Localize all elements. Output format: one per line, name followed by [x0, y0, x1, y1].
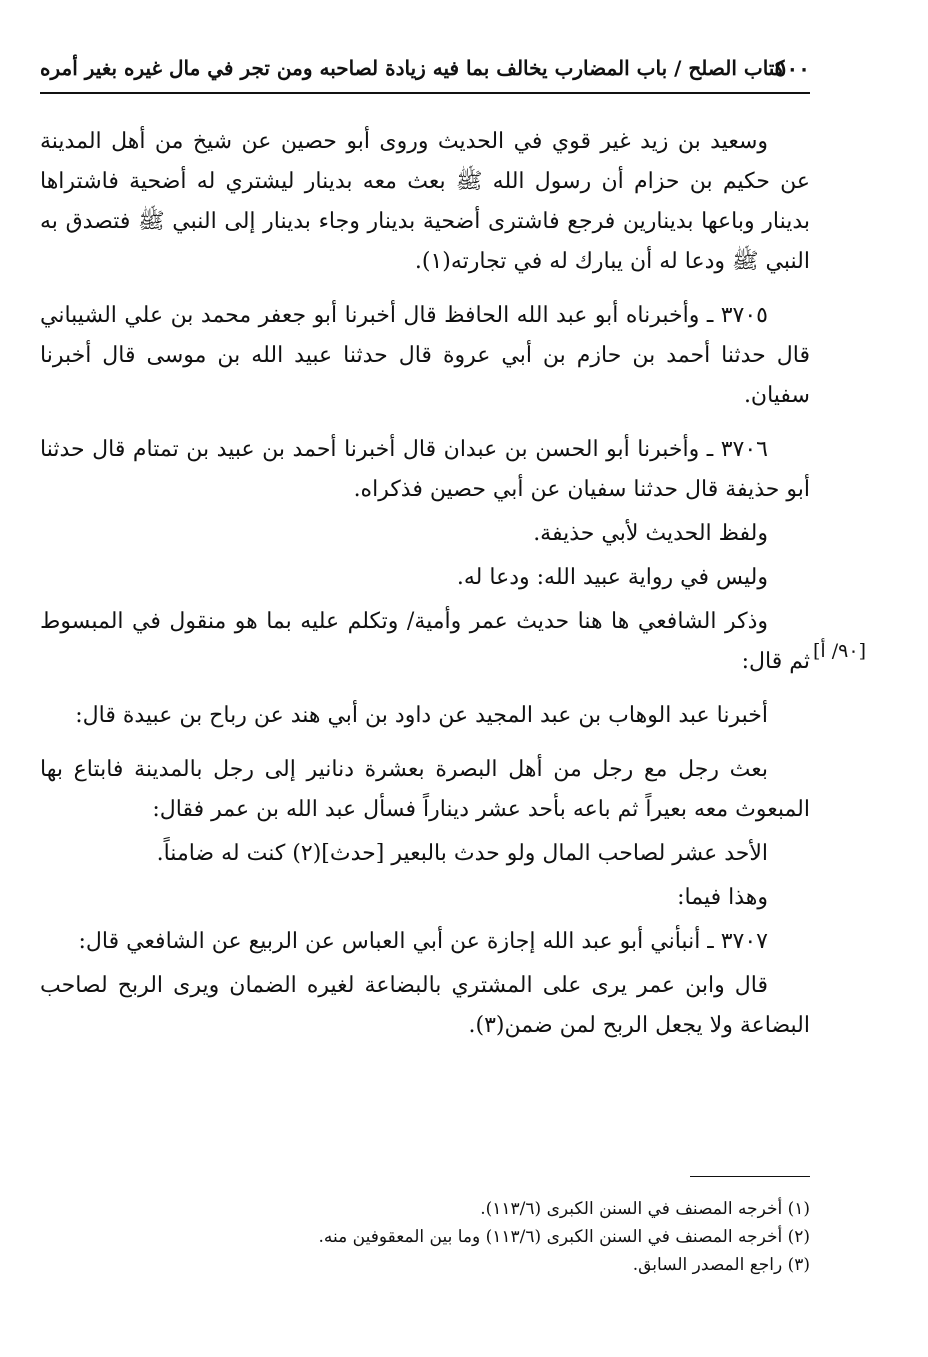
- running-title: كتاب الصلح / باب المضارب يخالف بما فيه زيادة لصاحبه ومن تجر في مال غيره بغير أمره: [40, 56, 785, 80]
- paragraph-transition: وهذا فيما:: [677, 885, 768, 910]
- page-number: ٥٠٠: [774, 56, 810, 82]
- footnote-3: (٣) راجع المصدر السابق.: [632, 1255, 810, 1275]
- paragraph-isnad-abd-alwahhab: أخبرنا عبد الوهاب بن عبد المجيد عن داود بن أبي هند عن رباح بن عبيدة قال:: [75, 703, 768, 728]
- paragraph-hadith-intro: وسعيد بن زيد غير قوي في الحديث وروى أبو حصين عن شيخ من أهل المدينة عن حكيم بن حزام أن رسول الله ﷺ بعث معه بدينار ليشتري له أضحية فاشتراها بدينار وباعها بدينارين فرجع فاشترى أضحية بدينار وجاء بدينار إلى النبي ﷺ فتصدق به النبي ﷺ ودعا له أن يبارك له في تجارته(١).: [40, 129, 810, 274]
- paragraph-basra-story: بعث رجل مع رجل من أهل البصرة بعشرة دنانير إلى رجل بالمدينة فابتاع بها المبعوث معه بعيراً ثم باعه بأحد عشر ديناراً فسأل عبد الله بن عمر فقال:: [40, 757, 810, 822]
- footnotes: [40, 1195, 810, 1279]
- paragraph-profit-ruling: قال وابن عمر يرى على المشتري بالبضاعة لغيره الضمان ويرى الربح لصاحب البضاعة ولا يجعل الربح لمن ضمن(٣).: [40, 973, 810, 1038]
- paragraph-riwaya-note: وليس في رواية عبيد الله: ودعا له.: [456, 565, 768, 590]
- page-header: [40, 52, 810, 94]
- paragraph-hadith-3707: ٣٧٠٧ ـ أنبأني أبو عبد الله إجازة عن أبي العباس عن الربيع عن الشافعي قال:: [78, 929, 768, 954]
- paragraph-shafii-mention: وذكر الشافعي ها هنا حديث عمر وأمية/ وتكلم عليه بما هو منقول في المبسوط ثم قال:: [40, 609, 810, 674]
- footnote-2: (٢) أخرجه المصنف في السنن الكبرى (١١٣/٦) وما بين المعقوفين منه.: [318, 1227, 810, 1247]
- paragraph-wording-note: ولفظ الحديث لأبي حذيفة.: [533, 521, 768, 546]
- footnote-separator: [690, 1176, 810, 1177]
- main-text: [40, 122, 810, 1060]
- paragraph-hadith-3705: ٣٧٠٥ ـ وأخبرناه أبو عبد الله الحافظ قال أخبرنا أبو جعفر محمد بن علي الشيباني قال حدثنا أحمد بن حازم بن أبي عروة قال حدثنا عبيد الله بن موسى قال أخبرنا سفيان.: [40, 303, 810, 408]
- paragraph-ibn-umar-ruling: الأحد عشر لصاحب المال ولو حدث بالبعير [حدث](٢) كنت له ضامناً.: [156, 841, 768, 866]
- paragraph-hadith-3706: ٣٧٠٦ ـ وأخبرنا أبو الحسن بن عبدان قال أخبرنا أحمد بن عبيد بن تمتام قال حدثنا أبو حذيفة قال حدثنا سفيان عن أبي حصين فذكراه.: [40, 437, 810, 502]
- manuscript-folio-marker: [٩٠/ أ]: [813, 640, 866, 662]
- footnote-1: (١) أخرجه المصنف في السنن الكبرى (١١٣/٦).: [480, 1199, 810, 1219]
